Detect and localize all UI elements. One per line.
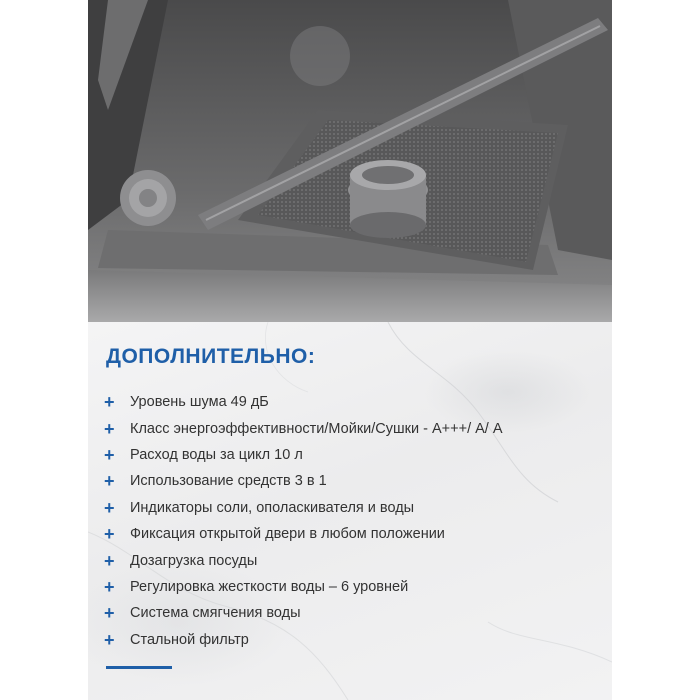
feature-label: Система смягчения воды [130, 605, 301, 622]
feature-label: Регулировка жесткости воды – 6 уровней [130, 578, 409, 595]
plus-icon: + [104, 629, 115, 650]
plus-icon: + [104, 524, 115, 545]
plus-icon: + [104, 418, 115, 439]
plus-icon: + [104, 576, 115, 597]
feature-label: Индикаторы соли, ополаскивателя и воды [130, 499, 415, 516]
feature-label: Класс энергоэффективности/Мойки/Сушки - А+++/ А/ А [130, 420, 503, 437]
plus-icon: + [104, 550, 115, 571]
list-item [104, 389, 503, 415]
dishwasher-interior-photo [88, 0, 612, 322]
plus-icon: + [104, 497, 115, 518]
section-heading: ДОПОЛНИТЕЛЬНО: [106, 345, 316, 368]
list-item [104, 521, 503, 547]
list-item [104, 495, 503, 521]
feature-label: Дозагрузка посуды [130, 552, 258, 569]
plus-icon: + [104, 471, 115, 492]
features-card [88, 322, 612, 700]
list-item [104, 415, 503, 441]
list-item [104, 627, 503, 653]
list-item [104, 574, 503, 600]
feature-label: Расход воды за цикл 10 л [130, 446, 303, 463]
list-item [104, 468, 503, 494]
list-item [104, 547, 503, 573]
feature-label: Использование средств 3 в 1 [130, 473, 327, 490]
feature-label: Стальной фильтр [130, 631, 249, 648]
list-item [104, 442, 503, 468]
list-item [104, 600, 503, 626]
feature-label: Фиксация открытой двери в любом положении [130, 526, 445, 543]
plus-icon: + [104, 444, 115, 465]
features-list [104, 389, 503, 653]
feature-label: Уровень шума 49 дБ [130, 394, 269, 411]
plus-icon: + [104, 603, 115, 624]
plus-icon: + [104, 392, 115, 413]
accent-divider [106, 666, 172, 669]
